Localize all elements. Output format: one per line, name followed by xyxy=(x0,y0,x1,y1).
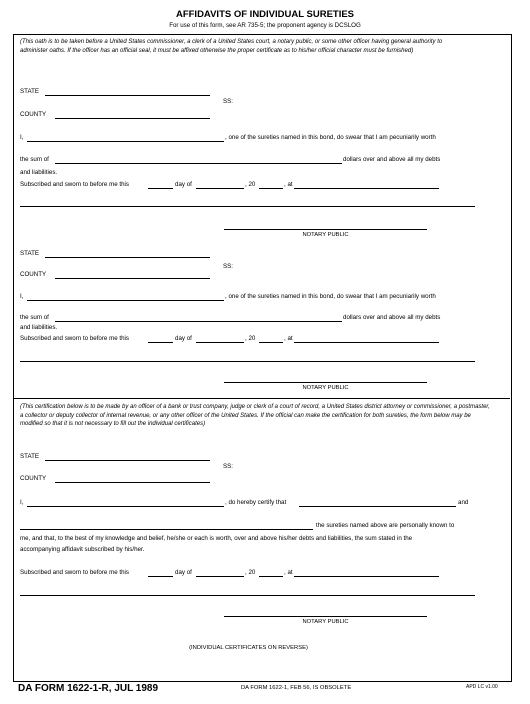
state-field[interactable] xyxy=(45,460,210,461)
version-label: APD LC v1.00 xyxy=(466,684,498,690)
month-field[interactable] xyxy=(196,342,244,343)
month-field[interactable] xyxy=(196,576,244,577)
state-field[interactable] xyxy=(45,257,210,258)
notary-signature-field[interactable] xyxy=(224,229,427,230)
state-label: STATE xyxy=(20,453,40,460)
year-prefix: , 20 xyxy=(245,335,256,342)
at-label: , at xyxy=(284,181,293,188)
extra-line-field[interactable] xyxy=(20,595,475,596)
sum-field[interactable] xyxy=(55,163,342,164)
day-of-label: day of xyxy=(175,181,192,188)
year-field[interactable] xyxy=(259,188,283,189)
location-field[interactable] xyxy=(294,342,439,343)
surety-name-field[interactable] xyxy=(27,300,224,301)
and-liabilities-text: and liabilities. xyxy=(20,324,58,331)
section-divider xyxy=(14,398,510,399)
notary-public-label: NOTARY PUBLIC xyxy=(302,619,349,625)
hereby-certify-text: , do hereby certify that xyxy=(225,499,287,506)
county-field[interactable] xyxy=(55,482,210,483)
surety-one-name-field[interactable] xyxy=(299,506,456,507)
county-field[interactable] xyxy=(55,278,210,279)
and-liabilities-text: and liabilities. xyxy=(20,169,58,176)
i-label: I, xyxy=(20,499,24,506)
dollars-over-text: dollars over and above all my debts xyxy=(343,156,441,163)
year-field[interactable] xyxy=(259,342,283,343)
location-field[interactable] xyxy=(294,188,439,189)
notary-signature-field[interactable] xyxy=(224,382,427,383)
i-label: I, xyxy=(20,134,24,141)
subscribed-text: Subscribed and sworn to before me this xyxy=(20,569,130,576)
notary-public-label: NOTARY PUBLIC xyxy=(302,232,349,238)
ss-label: SS: xyxy=(223,463,233,470)
ss-label: SS: xyxy=(223,98,233,105)
form-border xyxy=(13,34,512,682)
location-field[interactable] xyxy=(294,576,439,577)
subscribed-text: Subscribed and sworn to before me this xyxy=(20,335,130,342)
form-subtitle: For use of this form, see AR 735-5; the proponent agency is DCSLOG xyxy=(169,22,361,29)
county-label: COUNTY xyxy=(20,475,47,482)
day-of-label: day of xyxy=(175,335,192,342)
sum-field[interactable] xyxy=(55,321,342,322)
year-prefix: , 20 xyxy=(245,181,256,188)
dollars-over-text: dollars over and above all my debts xyxy=(343,314,441,321)
obsolete-note: DA FORM 1622-1, FEB 56, IS OBSOLETE xyxy=(241,685,352,691)
state-label: STATE xyxy=(20,88,40,95)
and-label: and xyxy=(458,499,469,506)
certification-note: (This certification below is to be made by an officer of a bank or trust company, judge or clerk of a court of record, a United States district attorney or commissioner, a postmaster, a collector or deputy collector of internal revenue, or any other officer of the United States. If the official can make the certification for both sureties, the form below may be modified so that it is not necessary to fill out the individual certificates) xyxy=(20,404,490,428)
oath-note: (This oath is to be taken before a United States commissioner, a clerk of a United States court, a notary public, or some other officer having general authority to administer oaths. If the officer has an official seal, it must be affixed otherwise the proper certificate as to his/her official character must be furnished) xyxy=(20,39,443,54)
extra-line-field[interactable] xyxy=(20,361,475,362)
day-field[interactable] xyxy=(148,342,173,343)
year-prefix: , 20 xyxy=(245,569,256,576)
certification-text-2: accompanying affidavit subscribed by his/her. xyxy=(20,546,145,553)
at-label: , at xyxy=(284,569,293,576)
county-field[interactable] xyxy=(55,118,210,119)
surety-two-name-field[interactable] xyxy=(20,529,313,530)
officer-name-field[interactable] xyxy=(27,506,224,507)
state-label: STATE xyxy=(20,250,40,257)
subscribed-text: Subscribed and sworn to before me this xyxy=(20,181,130,188)
year-field[interactable] xyxy=(259,576,283,577)
month-field[interactable] xyxy=(196,188,244,189)
state-field[interactable] xyxy=(45,95,210,96)
sum-of-label: the sum of xyxy=(20,156,49,163)
certification-text-1: me, and that, to the best of my knowledge and belief, he/she or each is worth, over and above his/her debts and liabilities, the sum stated in the xyxy=(20,535,413,542)
day-field[interactable] xyxy=(148,188,173,189)
sum-of-label: the sum of xyxy=(20,314,49,321)
reverse-note: (INDIVIDUAL CERTIFICATES ON REVERSE) xyxy=(189,645,308,651)
day-field[interactable] xyxy=(148,576,173,577)
form-title: AFFIDAVITS OF INDIVIDUAL SURETIES xyxy=(175,9,355,20)
notary-public-label: NOTARY PUBLIC xyxy=(302,385,349,391)
extra-line-field[interactable] xyxy=(20,206,475,207)
form-identifier: DA FORM 1622-1-R, JUL 1989 xyxy=(18,683,159,694)
i-label: I, xyxy=(20,293,24,300)
surety-swear-text: , one of the sureties named in this bond, do swear that I am pecuniarily worth xyxy=(225,134,436,141)
sureties-known-text: the sureties named above are personally known to xyxy=(316,522,455,529)
ss-label: SS: xyxy=(223,263,233,270)
surety-swear-text: , one of the sureties named in this bond, do swear that I am pecuniarily worth xyxy=(225,293,436,300)
notary-signature-field[interactable] xyxy=(224,616,427,617)
surety-name-field[interactable] xyxy=(27,141,224,142)
at-label: , at xyxy=(284,335,293,342)
county-label: COUNTY xyxy=(20,111,47,118)
county-label: COUNTY xyxy=(20,271,47,278)
day-of-label: day of xyxy=(175,569,192,576)
